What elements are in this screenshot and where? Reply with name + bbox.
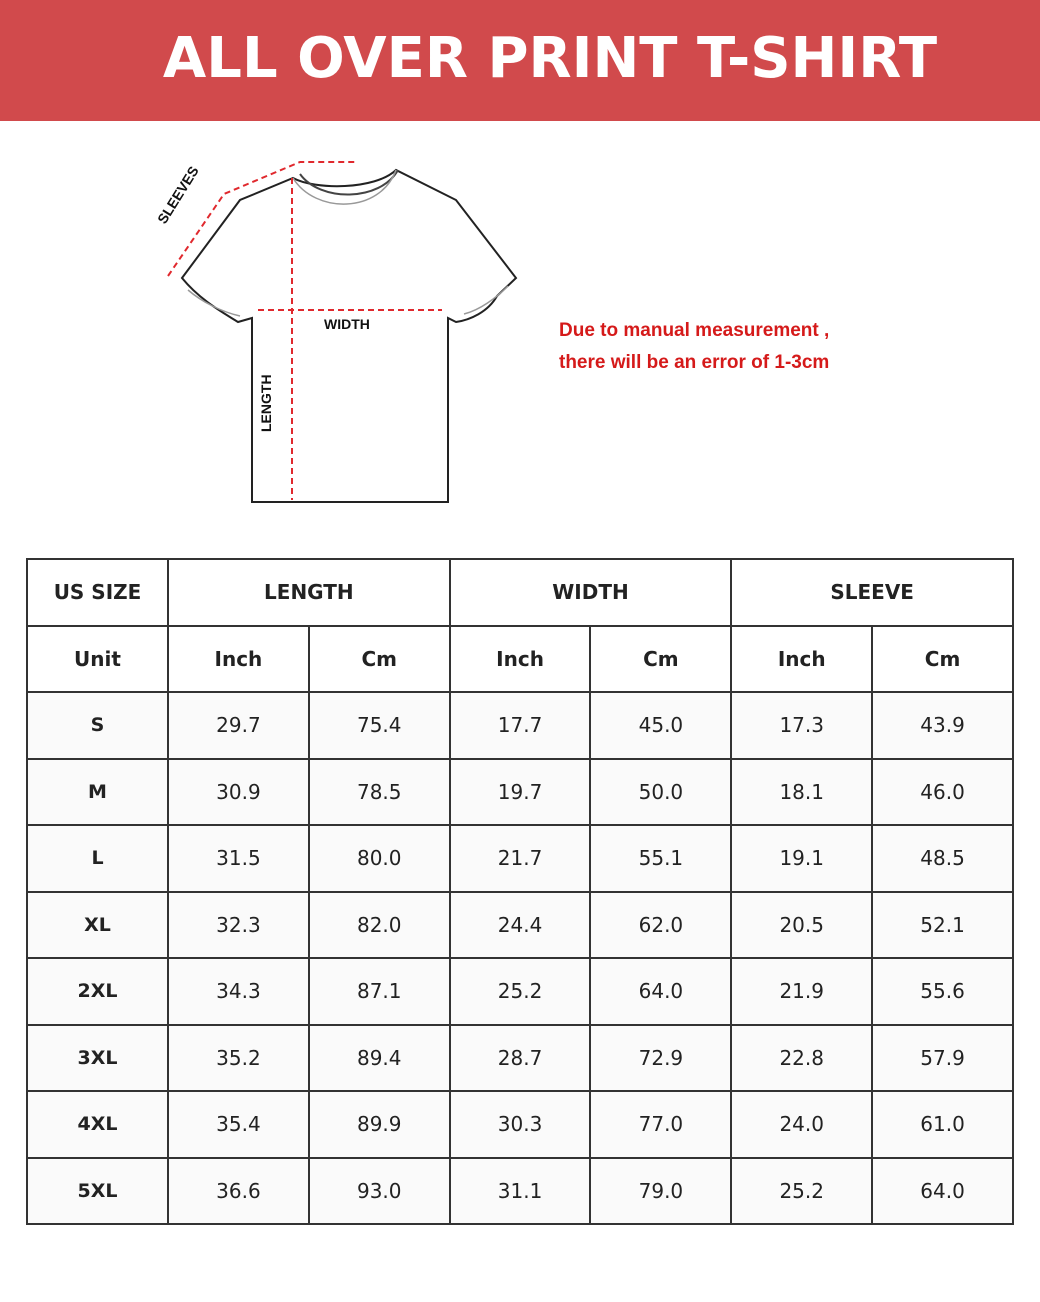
cell-width-cm: 64.0 bbox=[590, 958, 731, 1025]
cell-size: 3XL bbox=[27, 1025, 168, 1092]
cell-sleeve-inch: 24.0 bbox=[731, 1091, 872, 1158]
cell-width-cm: 72.9 bbox=[590, 1025, 731, 1092]
cell-sleeve-cm: 55.6 bbox=[872, 958, 1013, 1025]
sleeves-label: SLEEVES bbox=[154, 163, 202, 227]
cell-width-inch: 17.7 bbox=[450, 692, 591, 759]
cell-size: S bbox=[27, 692, 168, 759]
cell-sleeve-cm: 57.9 bbox=[872, 1025, 1013, 1092]
cell-size: M bbox=[27, 759, 168, 826]
header-width-inch: Inch bbox=[450, 626, 591, 693]
cell-width-inch: 21.7 bbox=[450, 825, 591, 892]
cell-sleeve-inch: 22.8 bbox=[731, 1025, 872, 1092]
length-label: LENGTH bbox=[258, 374, 274, 432]
table-row bbox=[27, 692, 1013, 759]
table-row bbox=[27, 1025, 1013, 1092]
cell-sleeve-cm: 48.5 bbox=[872, 825, 1013, 892]
table-row bbox=[27, 958, 1013, 1025]
cell-sleeve-cm: 52.1 bbox=[872, 892, 1013, 959]
tshirt-outline-icon bbox=[150, 150, 550, 520]
cell-sleeve-inch: 21.9 bbox=[731, 958, 872, 1025]
cell-length-cm: 75.4 bbox=[309, 692, 450, 759]
cell-width-inch: 25.2 bbox=[450, 958, 591, 1025]
group-header-row bbox=[27, 559, 1013, 626]
cell-sleeve-cm: 61.0 bbox=[872, 1091, 1013, 1158]
cell-width-cm: 45.0 bbox=[590, 692, 731, 759]
cell-sleeve-inch: 25.2 bbox=[731, 1158, 872, 1225]
cell-length-cm: 87.1 bbox=[309, 958, 450, 1025]
cell-length-inch: 30.9 bbox=[168, 759, 309, 826]
header-sleeve-cm: Cm bbox=[872, 626, 1013, 693]
title-banner bbox=[0, 0, 1040, 121]
cell-length-cm: 78.5 bbox=[309, 759, 450, 826]
header-us-size: US SIZE bbox=[27, 559, 168, 626]
cell-width-inch: 31.1 bbox=[450, 1158, 591, 1225]
cell-length-cm: 93.0 bbox=[309, 1158, 450, 1225]
tshirt-diagram bbox=[150, 150, 550, 520]
table-row bbox=[27, 892, 1013, 959]
cell-width-cm: 50.0 bbox=[590, 759, 731, 826]
cell-length-inch: 29.7 bbox=[168, 692, 309, 759]
note-line-2: there will be an error of 1-3cm bbox=[559, 352, 830, 373]
table-row bbox=[27, 759, 1013, 826]
cell-sleeve-inch: 17.3 bbox=[731, 692, 872, 759]
cell-sleeve-inch: 18.1 bbox=[731, 759, 872, 826]
cell-length-cm: 82.0 bbox=[309, 892, 450, 959]
cell-width-cm: 55.1 bbox=[590, 825, 731, 892]
measurement-note bbox=[559, 315, 939, 379]
cell-sleeve-inch: 20.5 bbox=[731, 892, 872, 959]
cell-length-inch: 35.4 bbox=[168, 1091, 309, 1158]
cell-width-cm: 62.0 bbox=[590, 892, 731, 959]
cell-size: 5XL bbox=[27, 1158, 168, 1225]
cell-width-inch: 30.3 bbox=[450, 1091, 591, 1158]
page-title: ALL OVER PRINT T-SHIRT bbox=[162, 26, 938, 91]
width-label: WIDTH bbox=[324, 316, 370, 332]
header-width: WIDTH bbox=[450, 559, 732, 626]
cell-size: 4XL bbox=[27, 1091, 168, 1158]
table-row bbox=[27, 1158, 1013, 1225]
header-width-cm: Cm bbox=[590, 626, 731, 693]
cell-size: XL bbox=[27, 892, 168, 959]
unit-header-row bbox=[27, 626, 1013, 693]
header-length-cm: Cm bbox=[309, 626, 450, 693]
cell-length-cm: 80.0 bbox=[309, 825, 450, 892]
cell-sleeve-cm: 64.0 bbox=[872, 1158, 1013, 1225]
header-unit: Unit bbox=[27, 626, 168, 693]
cell-sleeve-cm: 46.0 bbox=[872, 759, 1013, 826]
cell-length-inch: 34.3 bbox=[168, 958, 309, 1025]
cell-length-inch: 36.6 bbox=[168, 1158, 309, 1225]
cell-length-inch: 31.5 bbox=[168, 825, 309, 892]
header-length-inch: Inch bbox=[168, 626, 309, 693]
cell-length-cm: 89.9 bbox=[309, 1091, 450, 1158]
cell-length-inch: 35.2 bbox=[168, 1025, 309, 1092]
header-length: LENGTH bbox=[168, 559, 450, 626]
cell-width-cm: 79.0 bbox=[590, 1158, 731, 1225]
cell-sleeve-inch: 19.1 bbox=[731, 825, 872, 892]
cell-size: 2XL bbox=[27, 958, 168, 1025]
table-row bbox=[27, 1091, 1013, 1158]
cell-size: L bbox=[27, 825, 168, 892]
cell-width-inch: 19.7 bbox=[450, 759, 591, 826]
cell-width-inch: 24.4 bbox=[450, 892, 591, 959]
cell-length-inch: 32.3 bbox=[168, 892, 309, 959]
table-row bbox=[27, 825, 1013, 892]
cell-sleeve-cm: 43.9 bbox=[872, 692, 1013, 759]
cell-width-cm: 77.0 bbox=[590, 1091, 731, 1158]
cell-width-inch: 28.7 bbox=[450, 1025, 591, 1092]
cell-length-cm: 89.4 bbox=[309, 1025, 450, 1092]
header-sleeve-inch: Inch bbox=[731, 626, 872, 693]
note-line-1: Due to manual measurement , bbox=[559, 320, 830, 341]
size-chart-table bbox=[26, 558, 1014, 1225]
size-rows bbox=[27, 692, 1013, 1224]
header-sleeve: SLEEVE bbox=[731, 559, 1013, 626]
